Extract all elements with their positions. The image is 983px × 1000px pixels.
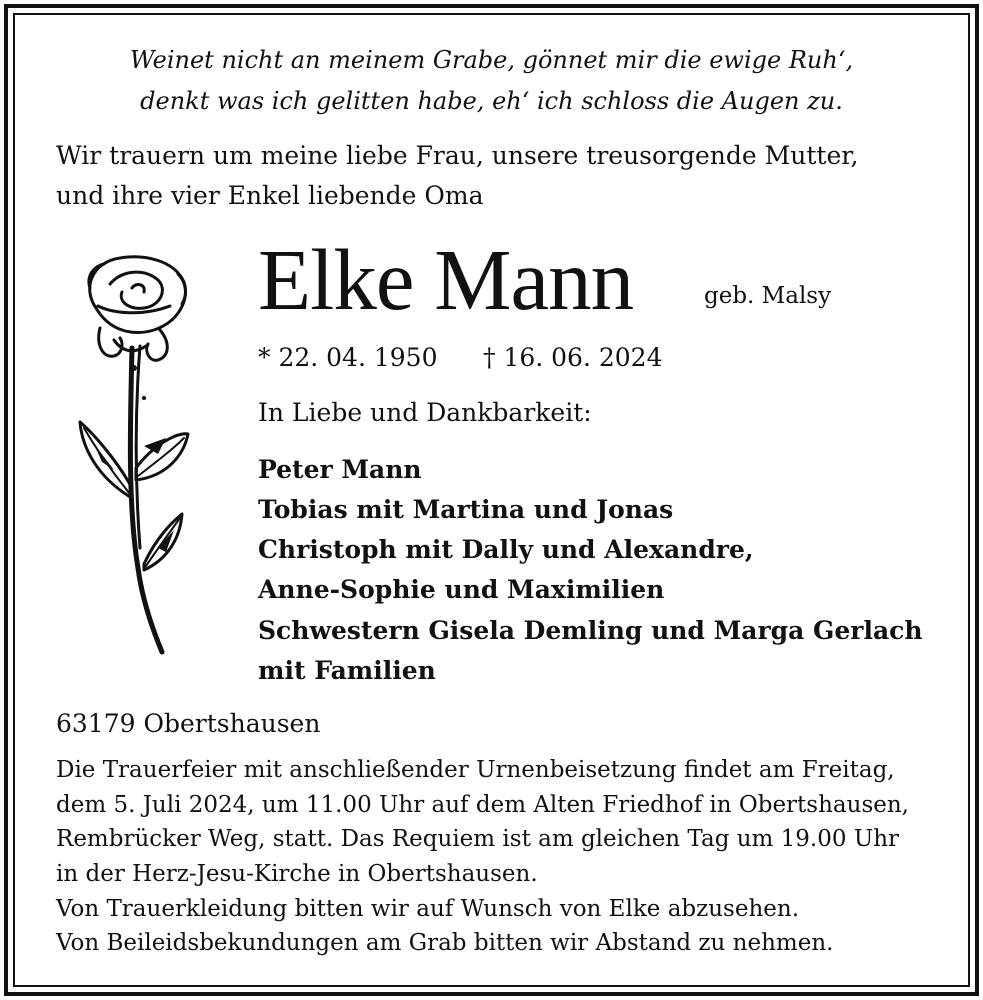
maiden-name: geb. Malsy [704,283,832,309]
death-date: † 16. 06. 2024 [483,343,663,372]
notice-line-5: Von Trauerkleidung bitten wir auf Wunsch von Elke abzusehen. [56,896,800,922]
mourner-5: Schwestern Gisela Demling und Marga Gerlach [258,616,923,645]
notice-line-4: in der Herz-Jesu-Kirche in Obertshausen. [56,861,538,887]
notice-line-6: Von Beileidsbekundungen am Grab bitten wir Abstand zu nehmen. [56,930,834,956]
deceased-name: Elke Mann [258,231,634,328]
place: 63179 Obertshausen [56,709,321,738]
mourner-2: Tobias mit Martina und Jonas [258,495,674,524]
mourner-4: Anne-Sophie und Maximilien [258,575,665,604]
verse-line-1: Weinet nicht an meinem Grabe, gönnet mir die ewige Ruh‘, [129,46,854,74]
birth-date: * 22. 04. 1950 [258,343,438,372]
mourner-1: Peter Mann [258,455,422,484]
notice-line-1: Die Trauerfeier mit anschließender Urnenbeisetzung findet am Freitag, [56,757,895,783]
verse-line-2: denkt was ich gelitten habe, eh‘ ich schloss die Augen zu. [140,87,843,115]
notice-line-3: Rembrücker Weg, statt. Das Requiem ist am gleichen Tag um 19.00 Uhr [56,826,900,852]
notice-line-2: dem 5. Juli 2024, um 11.00 Uhr auf dem Alten Friedhof in Obertshausen, [56,792,909,818]
intro-line-1: Wir trauern um meine liebe Frau, unsere treusorgende Mutter, [56,141,859,170]
intro-line-2: und ihre vier Enkel liebende Oma [56,181,484,210]
mourner-3: Christoph mit Dally und Alexandre, [258,535,754,564]
rose-icon [74,248,194,658]
mourner-6: mit Familien [258,656,436,685]
thanks-line: In Liebe und Dankbarkeit: [258,398,592,427]
